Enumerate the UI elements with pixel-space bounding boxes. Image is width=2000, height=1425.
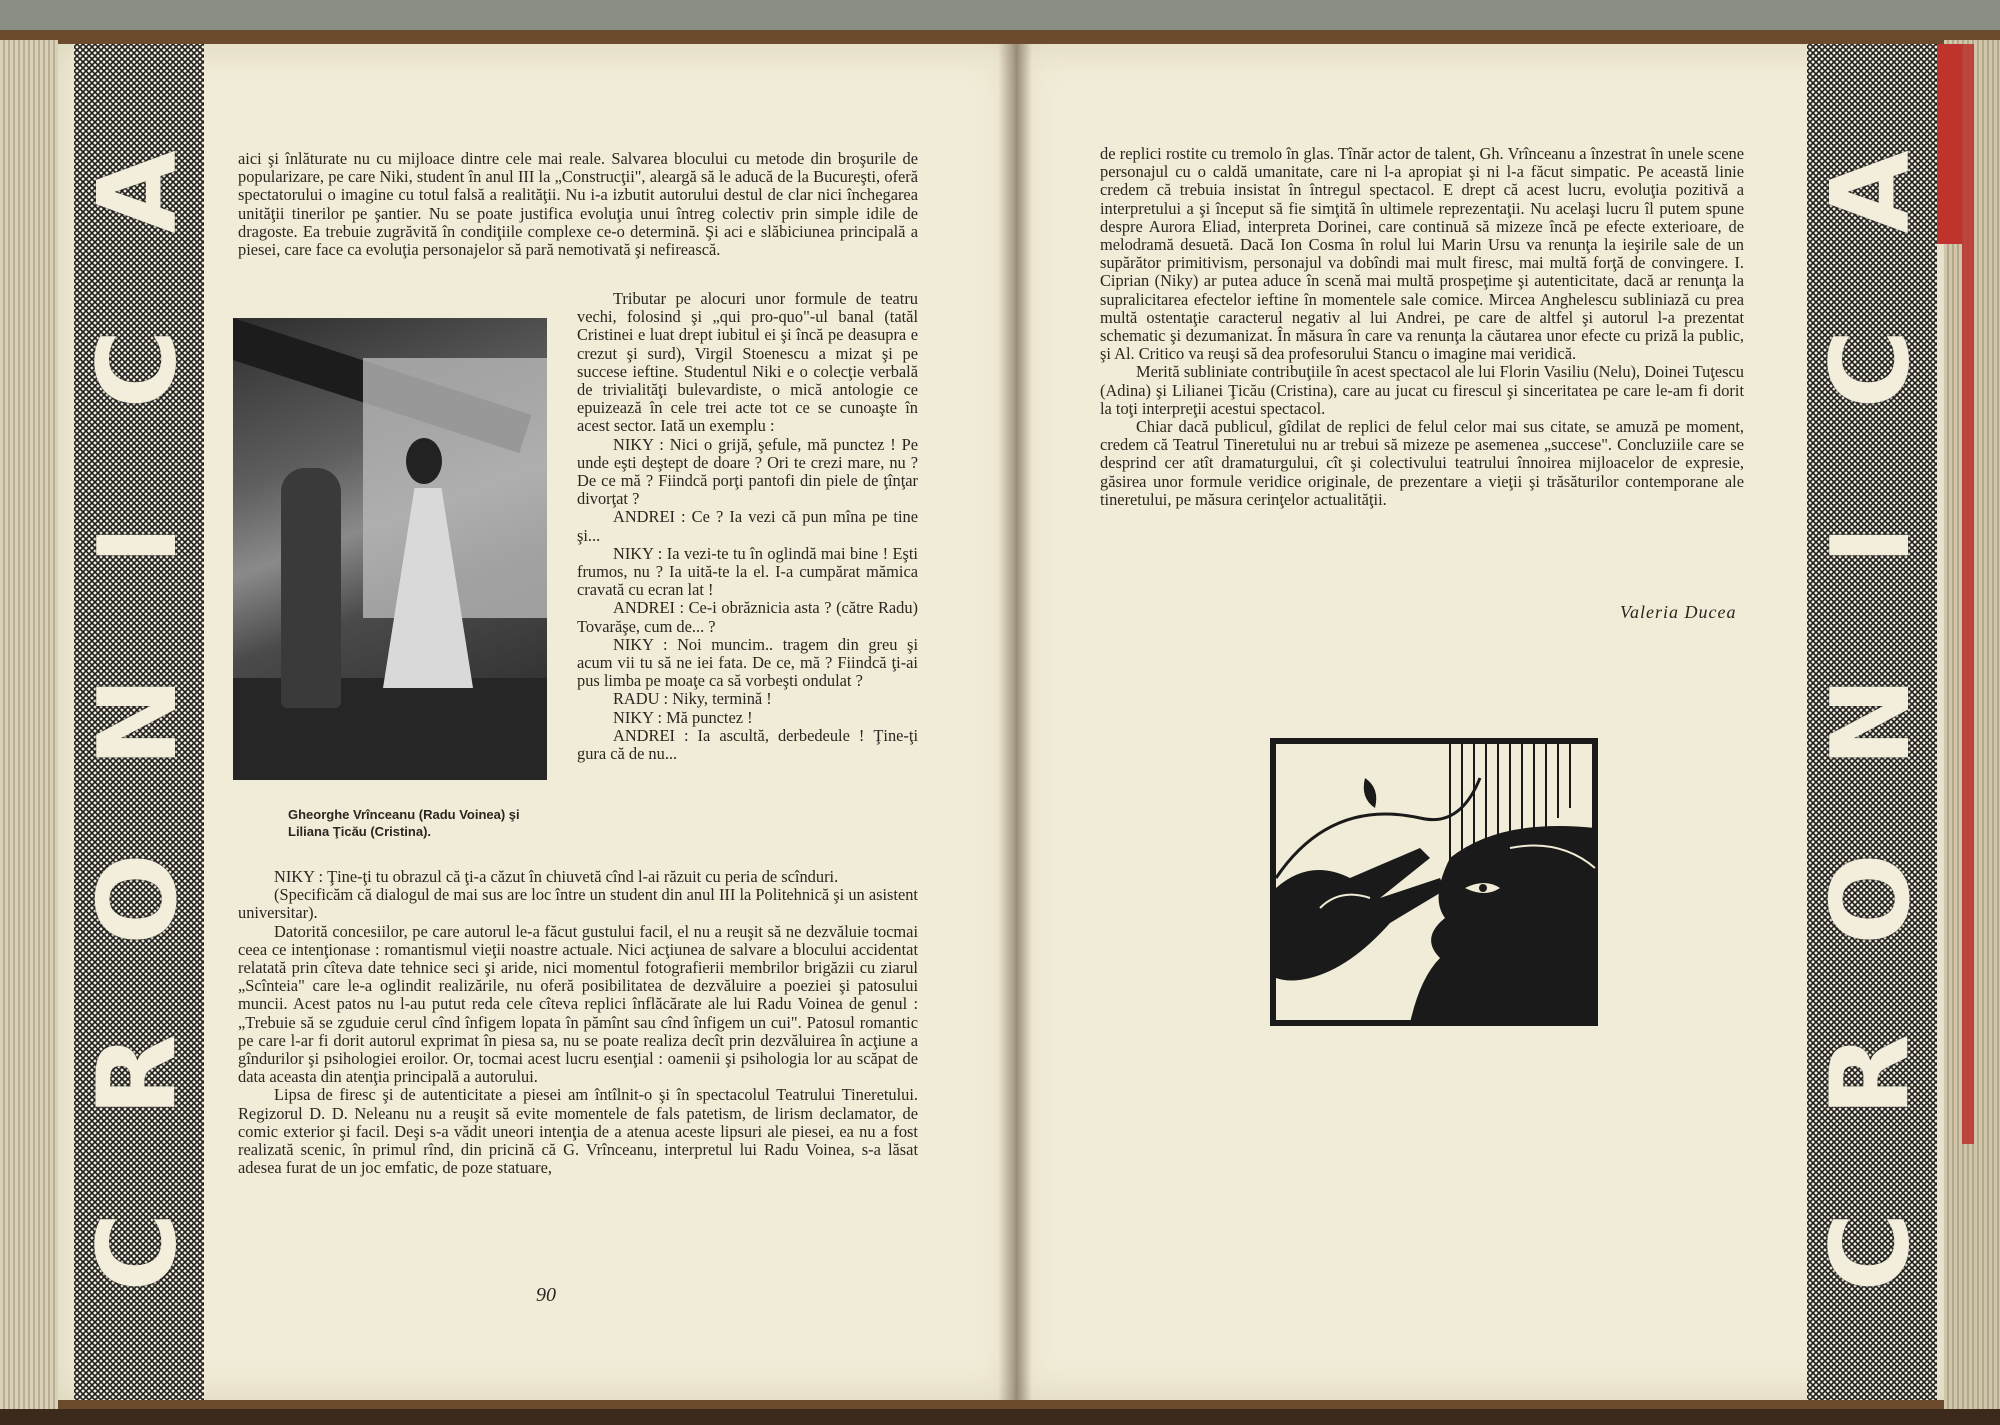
paragraph: aici şi înlăturate nu cu mijloace dintre cele mai reale. Salvarea blocului cu metode din broşurile de popularizare, pe care Niki, student în anul III la „Construcţii", aleargă să le aducă de la Bucureşti, oferă spectatorului o imagine cu totul falsă a realităţii. Nu i-a izbutit autorului destul de clar nici închegarea unităţii tinerilor pe şantier. Nu se poate justifica evoluţia unui întreg colectiv prin simple idile de dragoste. Ea trebuie zugrăvită în condiţiile complexe ce-o determină. Şi aci e slăbiciunea principală a piesei, care face ca evoluţia personajelor să pară nemotivată şi nefirească. — [238, 149, 918, 260]
dialogue-line: NIKY : Ia vezi-te tu în oglindă mai bine ! Eşti frumos, nu ? Ia uită-te la el. I-a cumpărat mămica cravată cu ecran lat ! — [577, 543, 918, 600]
author-signature: Valeria Ducea — [1620, 602, 1737, 622]
strip-letter: C — [75, 329, 201, 409]
paragraph: (Specificăm că dialogul de mai sus are loc între un student din anul III la Politehnică şi un asistent universitar). — [238, 885, 918, 923]
ink-illustration — [1270, 738, 1598, 1026]
paragraph: Chiar dacă publicul, gîdilat de replici de felul celor mai sus citate, se amuză pe moment, credem că Teatrul Tineretului nu ar trebui să mizeze pe asemenea „succese". Concluziile care se desprind cer atît dramaturgului, cît şi colectivului teatrului înnoirea mijloacelor de expresie, găsirea unor formule veridice originale, de prezentare a vieţii şi trăsăturilor contemporane ale tineretului, pe măsura cerinţelor actualităţii. — [1100, 417, 1744, 509]
bookmark-ribbon — [1962, 44, 1974, 1144]
strip-letter: C — [75, 1212, 201, 1292]
book-gutter — [998, 44, 1032, 1400]
strip-letter: I — [76, 525, 201, 566]
cronica-strip-left — [74, 44, 204, 1400]
dialogue-line: ANDREI : Ia ascultă, derbedeule ! Ţine-ţi gura că de nu... — [577, 725, 918, 764]
dialogue-line: NIKY : Mă punctez ! — [613, 707, 753, 727]
paragraph: Merită subliniate contribuţiile în acest spectacol ale lui Florin Vasiliu (Nelu), Doinei Tuţescu (Adina) şi Lilianei Ţicău (Cristina), care au jucat cu firescul şi sinceritatea pe care le-am fi dorit la toţi interpreţii acestui spectacol. — [1100, 362, 1744, 418]
dialogue-line: ANDREI : Ce-i obrăznicia asta ? (către Radu) Tovarăşe, cum de... ? — [577, 598, 918, 636]
dialogue-line: ANDREI : Ce ? Ia vezi că pun mîna pe tine şi... — [577, 507, 918, 545]
paragraph: Datorită concesiilor, pe care autorul le-a făcut gustului facil, el nu a reuşit să ne dezvăluie tocmai ceea ce intenţionase : romantismul vieţii noastre actuale. Nici acţiunea de salvare a blocului accidentat relatată prin cîteva date tehnice seci şi aride, nici momentul fotografierii membrilor brigăzii cu ziarul „Scînteia" care le-a oglindit realizările, nu oferă posibilitatea de dezvăluire a poeziei şi patosului muncii. Acest patos nu l-au putut reda cele cîteva replici înflăcărate ale lui Radu Voinea de genul : „Trebuie să se zguduie cerul cînd înfigem lopata în pămînt sau cînd înfigem un cui". Patosul romantic pe care l-ar fi dorit autorul exprimat în piesa sa, nu se poate realiza decît prin dezvăluirea în acţiune a gîndurilor şi psihologiei eroilor. Or, tocmai acest lucru esenţial : oamenii şi psihologia lor au scăpat de data aceasta din atenţia principală a autorului. — [238, 921, 918, 1087]
page-edges-left — [0, 40, 58, 1410]
strip-letter: N — [1808, 676, 1934, 768]
dialogue-line: NIKY : Ţine-ţi tu obrazul că ţi-a căzut în chiuvetă cînd l-ai răzuit cu peria de scînduri. — [274, 867, 839, 886]
page-number: 90 — [536, 1284, 556, 1306]
book-cover-top — [0, 0, 2000, 30]
paragraph: de replici rostite cu tremolo în glas. Tînăr actor de talent, Gh. Vrînceanu a înzestrat în unele scene personajul cu o caldă umanitate, care ni l-a apropiat şi ni l-a făcut simpatic. Pe această linie credem că trebuia insistat în întregul spectacol. E drept că acest lucru, evoluţia pozitivă a interpretului a şi început să fie simţită în ultimele reprezentaţii. Nu acelaşi lucru îl putem spune despre Aurora Eliad, interpreta Dorinei, care continuă să mizeze încă pe efecte exterioare, de melodramă desuetă. Dacă Ion Cosma în rolul lui Marin Ursu va renunţa la ieşirile sale de un supărător primitivism, personajul va dobîndi mai mult firesc, mai multă forţă de convingere. I. Ciprian (Niky) ar putea aduce în scenă mai multă prospeţime şi autenticitate, dacă ar renunţa la supralicitarea efectelor ieftine în momentele sale comice. Mircea Anghelescu subliniază cu prea multă ostentaţie caracterul negativ al lui Andrei, pe care de altfel şi autorul l-a prezentat schematic şi dezumanizat. În măsura în care va renunţa la căutarea unor efecte cu priză la public, şi Al. Critico va reuşi să dea profesorului Stancu o imagine mai veridică. — [1100, 144, 1744, 364]
paragraph: Tributar pe alocuri unor formule de teatru vechi, folosind şi „qui pro-quo"-ul banal (tatăl Cristinei e luat drept iubitul ei şi încă pe deasupra e crezut şi surd), Virgil Stoenescu a mizat şi pe succese ieftine. Studentul Niki e o colecţie verbală de trivialităţi bulevardiste, o mică antologie ce epuizează în cele trei acte tot ce se cunoaşte în acest sector. Iată un exemplu : — [577, 289, 918, 436]
left-article-side — [577, 290, 918, 763]
left-article-top — [238, 150, 918, 259]
strip-letter: C — [1808, 1212, 1934, 1292]
strip-letter: O — [76, 852, 201, 945]
dialogue-line: RADU : Niky, termină ! — [613, 689, 772, 709]
right-article — [1100, 145, 1744, 509]
photo-caption: Gheorghe Vrînceanu (Radu Voinea) şi Liliana Ţicău (Cristina). — [288, 807, 520, 839]
strip-letter: N — [75, 676, 201, 768]
strip-letter: A — [1809, 150, 1934, 235]
strip-letter: A — [76, 150, 201, 235]
paragraph: Lipsa de firesc şi de autenticitate a piesei am întîlnit-o şi în spectacolul Teatrului Tineretului. Regizorul D. D. Neleanu nu a reuşit să evite momentele de fals patetism, de lirism declamator, de comic exterior şi facil. Deşi s-a vădit uneori intenţia de a atenua aceste lipsuri ale piesei, ea nu a fost realizată scenic, în primul rînd, din pricină că G. Vrînceanu, interpretul lui Radu Voinea, s-a lăsat adesea furat de un joc emfatic, de poze statuare, — [238, 1085, 918, 1178]
strip-letter: R — [75, 1033, 201, 1117]
cronica-strip-right — [1807, 44, 1937, 1400]
strip-letter: R — [1808, 1033, 1934, 1117]
stage-photo — [233, 318, 547, 780]
strip-letter: I — [1809, 525, 1934, 566]
strip-letter: C — [1808, 329, 1934, 409]
dialogue-line: NIKY : Noi muncim.. tragem din greu şi acum vii tu să ne iei fata. De ce, mă ? Fiindcă ţi-ai pus limba pe moaţe ca să vorbeşti ondulat ? — [577, 634, 918, 691]
strip-letter: O — [1809, 852, 1934, 945]
book-cover-bottom — [0, 1409, 2000, 1425]
left-article-bottom — [238, 868, 918, 1177]
bookmark-tab — [1936, 44, 1962, 244]
dialogue-line: NIKY : Nici o grijă, şefule, mă punctez ! Pe unde eşti deştept de doare ? Ori te crezi mare, nu ? De ce mă ? Fiindcă porţi pantofi din piele de ţînţar divorţat ? — [577, 434, 918, 509]
